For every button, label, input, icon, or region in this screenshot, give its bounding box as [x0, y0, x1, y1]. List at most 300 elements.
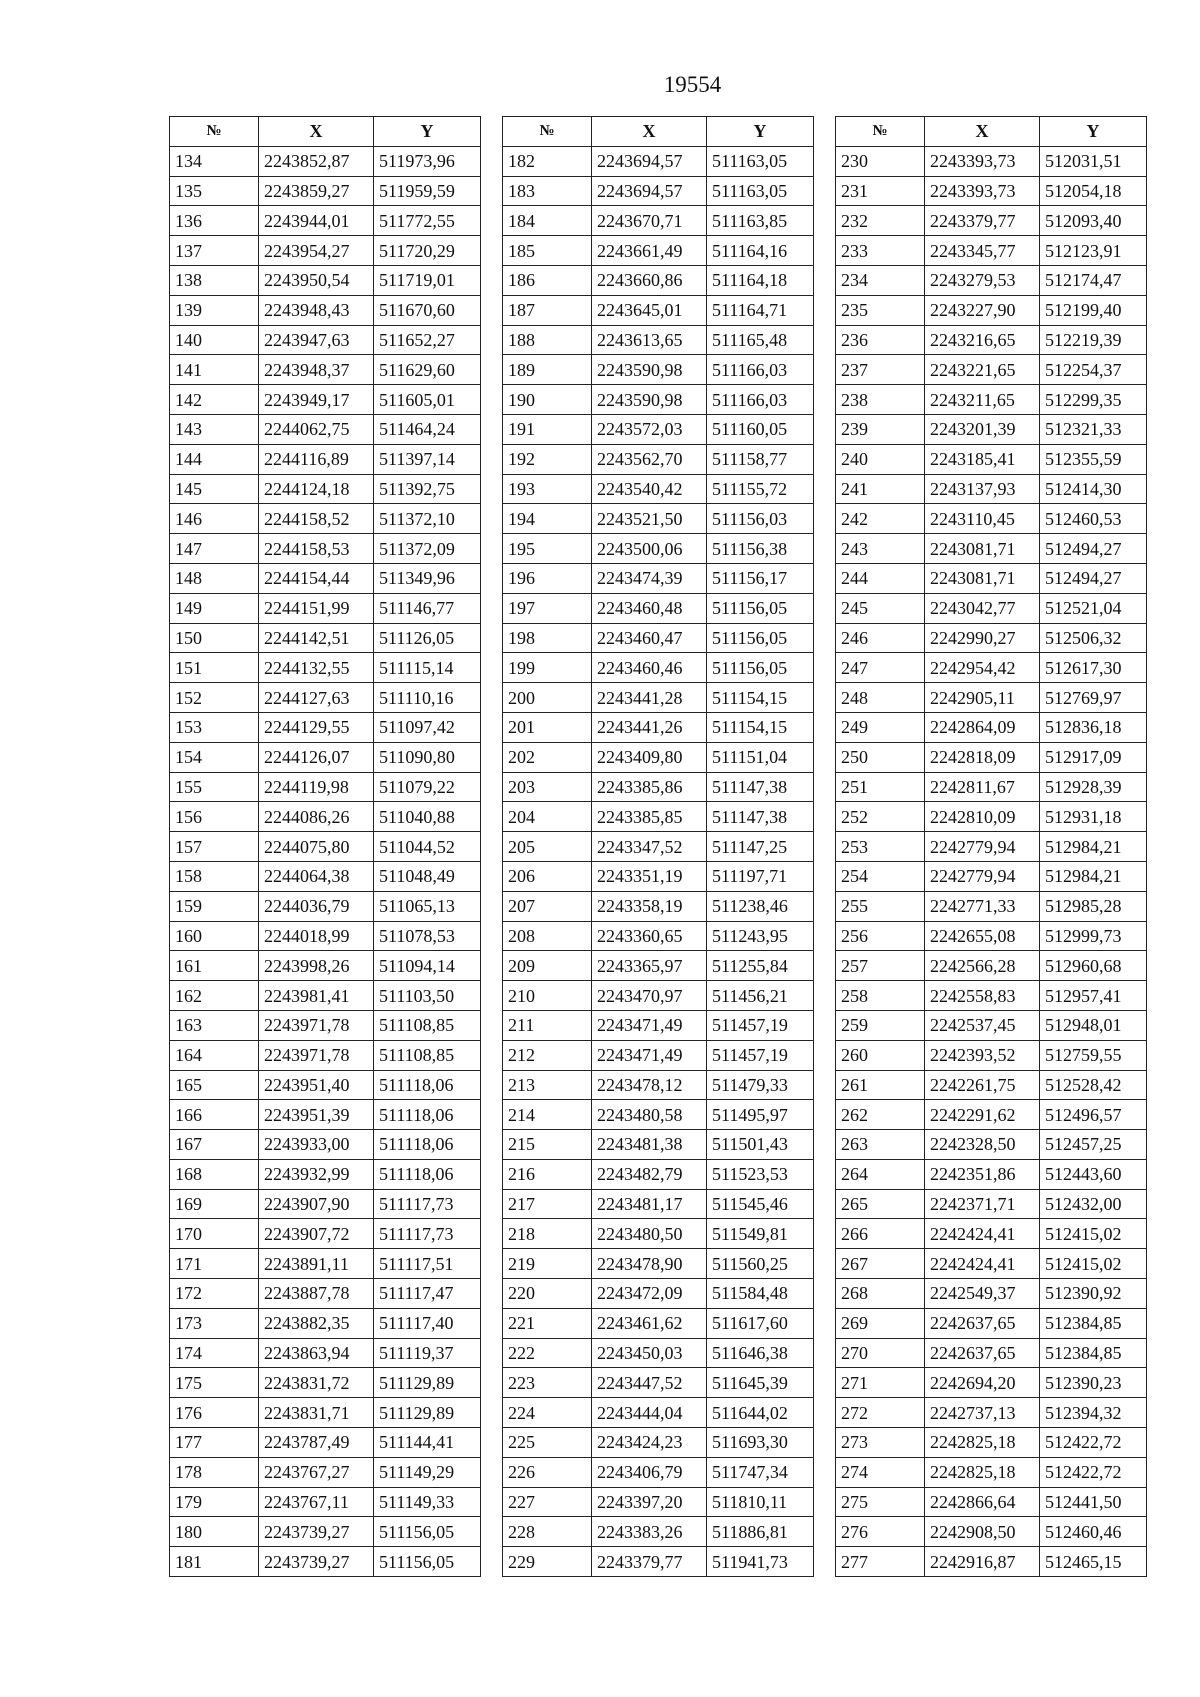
x-coordinate-cell: 2244151,99 [259, 593, 374, 623]
point-number-cell: 228 [503, 1517, 592, 1547]
x-coordinate-cell: 2243739,27 [259, 1547, 374, 1577]
table-row [836, 891, 1147, 921]
x-coordinate-cell: 2243351,19 [592, 861, 707, 891]
y-coordinate-cell: 511197,71 [707, 861, 814, 891]
x-coordinate-cell: 2244036,79 [259, 891, 374, 921]
x-coordinate-cell: 2243480,50 [592, 1219, 707, 1249]
point-number-cell: 137 [170, 236, 259, 266]
point-number-cell: 257 [836, 951, 925, 981]
table-row [503, 206, 814, 236]
table-row [836, 712, 1147, 742]
y-coordinate-cell: 511117,73 [374, 1219, 481, 1249]
point-number-cell: 252 [836, 802, 925, 832]
point-number-cell: 234 [836, 265, 925, 295]
x-coordinate-cell: 2243481,38 [592, 1130, 707, 1160]
y-coordinate-cell: 511973,96 [374, 146, 481, 176]
table-row [170, 981, 481, 1011]
y-coordinate-cell: 512917,09 [1040, 742, 1147, 772]
point-number-cell: 176 [170, 1398, 259, 1428]
y-coordinate-cell: 512254,37 [1040, 355, 1147, 385]
x-coordinate-cell: 2243787,49 [259, 1428, 374, 1458]
y-coordinate-cell: 511457,19 [707, 1040, 814, 1070]
table-row [503, 802, 814, 832]
y-coordinate-cell: 511886,81 [707, 1517, 814, 1547]
point-number-cell: 263 [836, 1130, 925, 1160]
x-coordinate-cell: 2243185,41 [925, 444, 1040, 474]
y-coordinate-cell: 512494,27 [1040, 534, 1147, 564]
point-number-cell: 163 [170, 1010, 259, 1040]
x-coordinate-cell: 2244154,44 [259, 563, 374, 593]
table-row [170, 832, 481, 862]
x-coordinate-cell: 2243472,09 [592, 1279, 707, 1309]
x-coordinate-cell: 2242771,33 [925, 891, 1040, 921]
table-row [503, 1040, 814, 1070]
point-number-cell: 269 [836, 1308, 925, 1338]
table-row [170, 414, 481, 444]
y-coordinate-cell: 512415,02 [1040, 1219, 1147, 1249]
y-coordinate-cell: 512494,27 [1040, 563, 1147, 593]
point-number-cell: 196 [503, 563, 592, 593]
coordinate-table-1 [169, 116, 481, 1577]
y-coordinate-cell: 511670,60 [374, 295, 481, 325]
x-coordinate-cell: 2243201,39 [925, 414, 1040, 444]
point-number-cell: 136 [170, 206, 259, 236]
y-coordinate-cell: 511155,72 [707, 474, 814, 504]
y-coordinate-cell: 511156,05 [707, 653, 814, 683]
y-coordinate-cell: 511094,14 [374, 951, 481, 981]
table-row [503, 1100, 814, 1130]
point-number-cell: 243 [836, 534, 925, 564]
y-coordinate-cell: 511119,37 [374, 1338, 481, 1368]
point-number-cell: 147 [170, 534, 259, 564]
header-x: X [259, 117, 374, 147]
table-row [836, 951, 1147, 981]
table-row [503, 1368, 814, 1398]
table-row [170, 385, 481, 415]
x-coordinate-cell: 2244129,55 [259, 712, 374, 742]
y-coordinate-cell: 511156,05 [374, 1517, 481, 1547]
header-row [503, 117, 814, 147]
point-number-cell: 261 [836, 1070, 925, 1100]
point-number-cell: 239 [836, 414, 925, 444]
x-coordinate-cell: 2243081,71 [925, 534, 1040, 564]
point-number-cell: 209 [503, 951, 592, 981]
y-coordinate-cell: 512617,30 [1040, 653, 1147, 683]
y-coordinate-cell: 511549,81 [707, 1219, 814, 1249]
x-coordinate-cell: 2244126,07 [259, 742, 374, 772]
y-coordinate-cell: 511117,47 [374, 1279, 481, 1309]
x-coordinate-cell: 2244127,63 [259, 683, 374, 713]
y-coordinate-cell: 511255,84 [707, 951, 814, 981]
point-number-cell: 262 [836, 1100, 925, 1130]
point-number-cell: 150 [170, 623, 259, 653]
x-coordinate-cell: 2243365,97 [592, 951, 707, 981]
y-coordinate-cell: 511456,21 [707, 981, 814, 1011]
x-coordinate-cell: 2243379,77 [592, 1547, 707, 1577]
x-coordinate-cell: 2243521,50 [592, 504, 707, 534]
table-body [170, 146, 481, 1576]
point-number-cell: 140 [170, 325, 259, 355]
point-number-cell: 249 [836, 712, 925, 742]
table-row [503, 593, 814, 623]
x-coordinate-cell: 2242637,65 [925, 1338, 1040, 1368]
table-row [170, 236, 481, 266]
table-row [836, 1428, 1147, 1458]
y-coordinate-cell: 512521,04 [1040, 593, 1147, 623]
table-row [836, 921, 1147, 951]
point-number-cell: 165 [170, 1070, 259, 1100]
table-row [170, 325, 481, 355]
x-coordinate-cell: 2243661,49 [592, 236, 707, 266]
y-coordinate-cell: 511156,38 [707, 534, 814, 564]
table-row [170, 891, 481, 921]
table-row [836, 1308, 1147, 1338]
table-row [503, 504, 814, 534]
table-row [836, 176, 1147, 206]
point-number-cell: 265 [836, 1189, 925, 1219]
table-row [170, 951, 481, 981]
table-row [836, 1010, 1147, 1040]
table-row [503, 146, 814, 176]
table-row [503, 176, 814, 206]
table-row [503, 355, 814, 385]
x-coordinate-cell: 2243590,98 [592, 355, 707, 385]
table-row [836, 1487, 1147, 1517]
x-coordinate-cell: 2243441,26 [592, 712, 707, 742]
point-number-cell: 186 [503, 265, 592, 295]
x-coordinate-cell: 2243767,11 [259, 1487, 374, 1517]
point-number-cell: 173 [170, 1308, 259, 1338]
table-row [170, 1100, 481, 1130]
x-coordinate-cell: 2243478,90 [592, 1249, 707, 1279]
point-number-cell: 214 [503, 1100, 592, 1130]
point-number-cell: 154 [170, 742, 259, 772]
y-coordinate-cell: 511078,53 [374, 921, 481, 951]
y-coordinate-cell: 511693,30 [707, 1428, 814, 1458]
header-row [170, 117, 481, 147]
table-row [170, 1428, 481, 1458]
table-row [170, 1308, 481, 1338]
table-row [836, 146, 1147, 176]
point-number-cell: 237 [836, 355, 925, 385]
point-number-cell: 188 [503, 325, 592, 355]
table-row [503, 444, 814, 474]
header-x: X [592, 117, 707, 147]
y-coordinate-cell: 511108,85 [374, 1010, 481, 1040]
point-number-cell: 274 [836, 1457, 925, 1487]
table-row [836, 1070, 1147, 1100]
y-coordinate-cell: 511652,27 [374, 325, 481, 355]
y-coordinate-cell: 512928,39 [1040, 772, 1147, 802]
table-row [836, 563, 1147, 593]
y-coordinate-cell: 511156,05 [707, 623, 814, 653]
x-coordinate-cell: 2243211,65 [925, 385, 1040, 415]
point-number-cell: 248 [836, 683, 925, 713]
x-coordinate-cell: 2242916,87 [925, 1547, 1040, 1577]
x-coordinate-cell: 2242291,62 [925, 1100, 1040, 1130]
table-row [170, 444, 481, 474]
y-coordinate-cell: 512299,35 [1040, 385, 1147, 415]
x-coordinate-cell: 2243739,27 [259, 1517, 374, 1547]
y-coordinate-cell: 511164,71 [707, 295, 814, 325]
point-number-cell: 194 [503, 504, 592, 534]
y-coordinate-cell: 511719,01 [374, 265, 481, 295]
y-coordinate-cell: 511165,48 [707, 325, 814, 355]
table-row [836, 1279, 1147, 1309]
table-row [170, 1398, 481, 1428]
point-number-cell: 170 [170, 1219, 259, 1249]
y-coordinate-cell: 511147,38 [707, 772, 814, 802]
table-row [503, 951, 814, 981]
x-coordinate-cell: 2243562,70 [592, 444, 707, 474]
y-coordinate-cell: 511118,06 [374, 1159, 481, 1189]
x-coordinate-cell: 2243360,65 [592, 921, 707, 951]
table-row [836, 1130, 1147, 1160]
y-coordinate-cell: 511147,25 [707, 832, 814, 862]
x-coordinate-cell: 2243572,03 [592, 414, 707, 444]
y-coordinate-cell: 511126,05 [374, 623, 481, 653]
point-number-cell: 250 [836, 742, 925, 772]
y-coordinate-cell: 512836,18 [1040, 712, 1147, 742]
table-row [503, 981, 814, 1011]
y-coordinate-cell: 512984,21 [1040, 861, 1147, 891]
x-coordinate-cell: 2243950,54 [259, 265, 374, 295]
point-number-cell: 152 [170, 683, 259, 713]
y-coordinate-cell: 511040,88 [374, 802, 481, 832]
x-coordinate-cell: 2243482,79 [592, 1159, 707, 1189]
x-coordinate-cell: 2242549,37 [925, 1279, 1040, 1309]
point-number-cell: 191 [503, 414, 592, 444]
y-coordinate-cell: 511495,97 [707, 1100, 814, 1130]
coordinate-table-3 [835, 116, 1147, 1577]
y-coordinate-cell: 511163,05 [707, 146, 814, 176]
y-coordinate-cell: 512769,97 [1040, 683, 1147, 713]
y-coordinate-cell: 511097,42 [374, 712, 481, 742]
y-coordinate-cell: 511115,14 [374, 653, 481, 683]
y-coordinate-cell: 511464,24 [374, 414, 481, 444]
x-coordinate-cell: 2244062,75 [259, 414, 374, 444]
y-coordinate-cell: 511772,55 [374, 206, 481, 236]
table-row [836, 1100, 1147, 1130]
point-number-cell: 202 [503, 742, 592, 772]
x-coordinate-cell: 2242825,18 [925, 1428, 1040, 1458]
point-number-cell: 146 [170, 504, 259, 534]
y-coordinate-cell: 511166,03 [707, 385, 814, 415]
y-coordinate-cell: 512390,92 [1040, 1279, 1147, 1309]
table-row [836, 325, 1147, 355]
x-coordinate-cell: 2242537,45 [925, 1010, 1040, 1040]
y-coordinate-cell: 511372,09 [374, 534, 481, 564]
point-number-cell: 174 [170, 1338, 259, 1368]
x-coordinate-cell: 2243379,77 [925, 206, 1040, 236]
x-coordinate-cell: 2243951,39 [259, 1100, 374, 1130]
x-coordinate-cell: 2243613,65 [592, 325, 707, 355]
table-row [503, 921, 814, 951]
y-coordinate-cell: 511149,33 [374, 1487, 481, 1517]
y-coordinate-cell: 511392,75 [374, 474, 481, 504]
point-number-cell: 254 [836, 861, 925, 891]
y-coordinate-cell: 511644,02 [707, 1398, 814, 1428]
page-number: 19554 [663, 72, 722, 97]
y-coordinate-cell: 512460,46 [1040, 1517, 1147, 1547]
table-row [836, 504, 1147, 534]
point-number-cell: 166 [170, 1100, 259, 1130]
table-row [170, 563, 481, 593]
y-coordinate-cell: 512093,40 [1040, 206, 1147, 236]
point-number-cell: 200 [503, 683, 592, 713]
point-number-cell: 222 [503, 1338, 592, 1368]
y-coordinate-cell: 512031,51 [1040, 146, 1147, 176]
table-row [170, 683, 481, 713]
table-row [836, 1040, 1147, 1070]
y-coordinate-cell: 511146,77 [374, 593, 481, 623]
point-number-cell: 259 [836, 1010, 925, 1040]
y-coordinate-cell: 512443,60 [1040, 1159, 1147, 1189]
table-row [503, 1308, 814, 1338]
point-number-cell: 177 [170, 1428, 259, 1458]
x-coordinate-cell: 2243540,42 [592, 474, 707, 504]
table-row [170, 1189, 481, 1219]
table-row [836, 474, 1147, 504]
x-coordinate-cell: 2244064,38 [259, 861, 374, 891]
x-coordinate-cell: 2243397,20 [592, 1487, 707, 1517]
x-coordinate-cell: 2243859,27 [259, 176, 374, 206]
point-number-cell: 160 [170, 921, 259, 951]
x-coordinate-cell: 2243947,63 [259, 325, 374, 355]
x-coordinate-cell: 2243863,94 [259, 1338, 374, 1368]
point-number-cell: 189 [503, 355, 592, 385]
y-coordinate-cell: 512054,18 [1040, 176, 1147, 206]
x-coordinate-cell: 2243951,40 [259, 1070, 374, 1100]
table-row [170, 1517, 481, 1547]
table-row [170, 623, 481, 653]
point-number-cell: 275 [836, 1487, 925, 1517]
table-row [170, 1040, 481, 1070]
x-coordinate-cell: 2243645,01 [592, 295, 707, 325]
x-coordinate-cell: 2242566,28 [925, 951, 1040, 981]
y-coordinate-cell: 511044,52 [374, 832, 481, 862]
point-number-cell: 171 [170, 1249, 259, 1279]
table-row [836, 236, 1147, 266]
y-coordinate-cell: 511048,49 [374, 861, 481, 891]
point-number-cell: 181 [170, 1547, 259, 1577]
table-row [170, 1219, 481, 1249]
y-coordinate-cell: 511156,05 [374, 1547, 481, 1577]
table-row [503, 534, 814, 564]
y-coordinate-cell: 511959,59 [374, 176, 481, 206]
point-number-cell: 211 [503, 1010, 592, 1040]
point-number-cell: 156 [170, 802, 259, 832]
point-number-cell: 149 [170, 593, 259, 623]
x-coordinate-cell: 2243694,57 [592, 176, 707, 206]
point-number-cell: 157 [170, 832, 259, 862]
point-number-cell: 266 [836, 1219, 925, 1249]
point-number-cell: 178 [170, 1457, 259, 1487]
y-coordinate-cell: 512394,32 [1040, 1398, 1147, 1428]
x-coordinate-cell: 2243954,27 [259, 236, 374, 266]
table-row [503, 712, 814, 742]
x-coordinate-cell: 2242908,50 [925, 1517, 1040, 1547]
x-coordinate-cell: 2244142,51 [259, 623, 374, 653]
table-row [503, 1428, 814, 1458]
x-coordinate-cell: 2243971,78 [259, 1040, 374, 1070]
y-coordinate-cell: 512123,91 [1040, 236, 1147, 266]
point-number-cell: 242 [836, 504, 925, 534]
x-coordinate-cell: 2242954,42 [925, 653, 1040, 683]
y-coordinate-cell: 511479,33 [707, 1070, 814, 1100]
point-number-cell: 251 [836, 772, 925, 802]
x-coordinate-cell: 2244119,98 [259, 772, 374, 802]
point-number-cell: 142 [170, 385, 259, 415]
table-row [836, 265, 1147, 295]
header-no: № [503, 117, 592, 147]
table-row [503, 1279, 814, 1309]
table-row [503, 295, 814, 325]
x-coordinate-cell: 2243670,71 [592, 206, 707, 236]
point-number-cell: 272 [836, 1398, 925, 1428]
table-row [503, 474, 814, 504]
table-row [170, 653, 481, 683]
y-coordinate-cell: 512174,47 [1040, 265, 1147, 295]
point-number-cell: 151 [170, 653, 259, 683]
table-row [836, 444, 1147, 474]
point-number-cell: 198 [503, 623, 592, 653]
y-coordinate-cell: 511117,40 [374, 1308, 481, 1338]
table-row [170, 1457, 481, 1487]
y-coordinate-cell: 511118,06 [374, 1100, 481, 1130]
table-row [836, 534, 1147, 564]
table-body [836, 146, 1147, 1576]
x-coordinate-cell: 2242424,41 [925, 1249, 1040, 1279]
table-row [170, 742, 481, 772]
point-number-cell: 141 [170, 355, 259, 385]
point-number-cell: 167 [170, 1130, 259, 1160]
x-coordinate-cell: 2242737,13 [925, 1398, 1040, 1428]
table-row [503, 1249, 814, 1279]
x-coordinate-cell: 2243393,73 [925, 146, 1040, 176]
table-row [836, 683, 1147, 713]
y-coordinate-cell: 511129,89 [374, 1368, 481, 1398]
table-row [836, 981, 1147, 1011]
header-y: Y [707, 117, 814, 147]
table-row [836, 385, 1147, 415]
x-coordinate-cell: 2242261,75 [925, 1070, 1040, 1100]
table-row [170, 1010, 481, 1040]
point-number-cell: 204 [503, 802, 592, 832]
x-coordinate-cell: 2243907,90 [259, 1189, 374, 1219]
y-coordinate-cell: 511079,22 [374, 772, 481, 802]
x-coordinate-cell: 2243891,11 [259, 1249, 374, 1279]
x-coordinate-cell: 2243441,28 [592, 683, 707, 713]
x-coordinate-cell: 2242866,64 [925, 1487, 1040, 1517]
point-number-cell: 220 [503, 1279, 592, 1309]
y-coordinate-cell: 512496,57 [1040, 1100, 1147, 1130]
table-row [170, 802, 481, 832]
y-coordinate-cell: 512957,41 [1040, 981, 1147, 1011]
x-coordinate-cell: 2242655,08 [925, 921, 1040, 951]
point-number-cell: 203 [503, 772, 592, 802]
point-number-cell: 158 [170, 861, 259, 891]
x-coordinate-cell: 2243345,77 [925, 236, 1040, 266]
y-coordinate-cell: 511164,16 [707, 236, 814, 266]
table-row [503, 1547, 814, 1577]
header-row [836, 117, 1147, 147]
table-row [170, 474, 481, 504]
table-row [503, 1010, 814, 1040]
point-number-cell: 185 [503, 236, 592, 266]
x-coordinate-cell: 2243470,97 [592, 981, 707, 1011]
x-coordinate-cell: 2243500,06 [592, 534, 707, 564]
